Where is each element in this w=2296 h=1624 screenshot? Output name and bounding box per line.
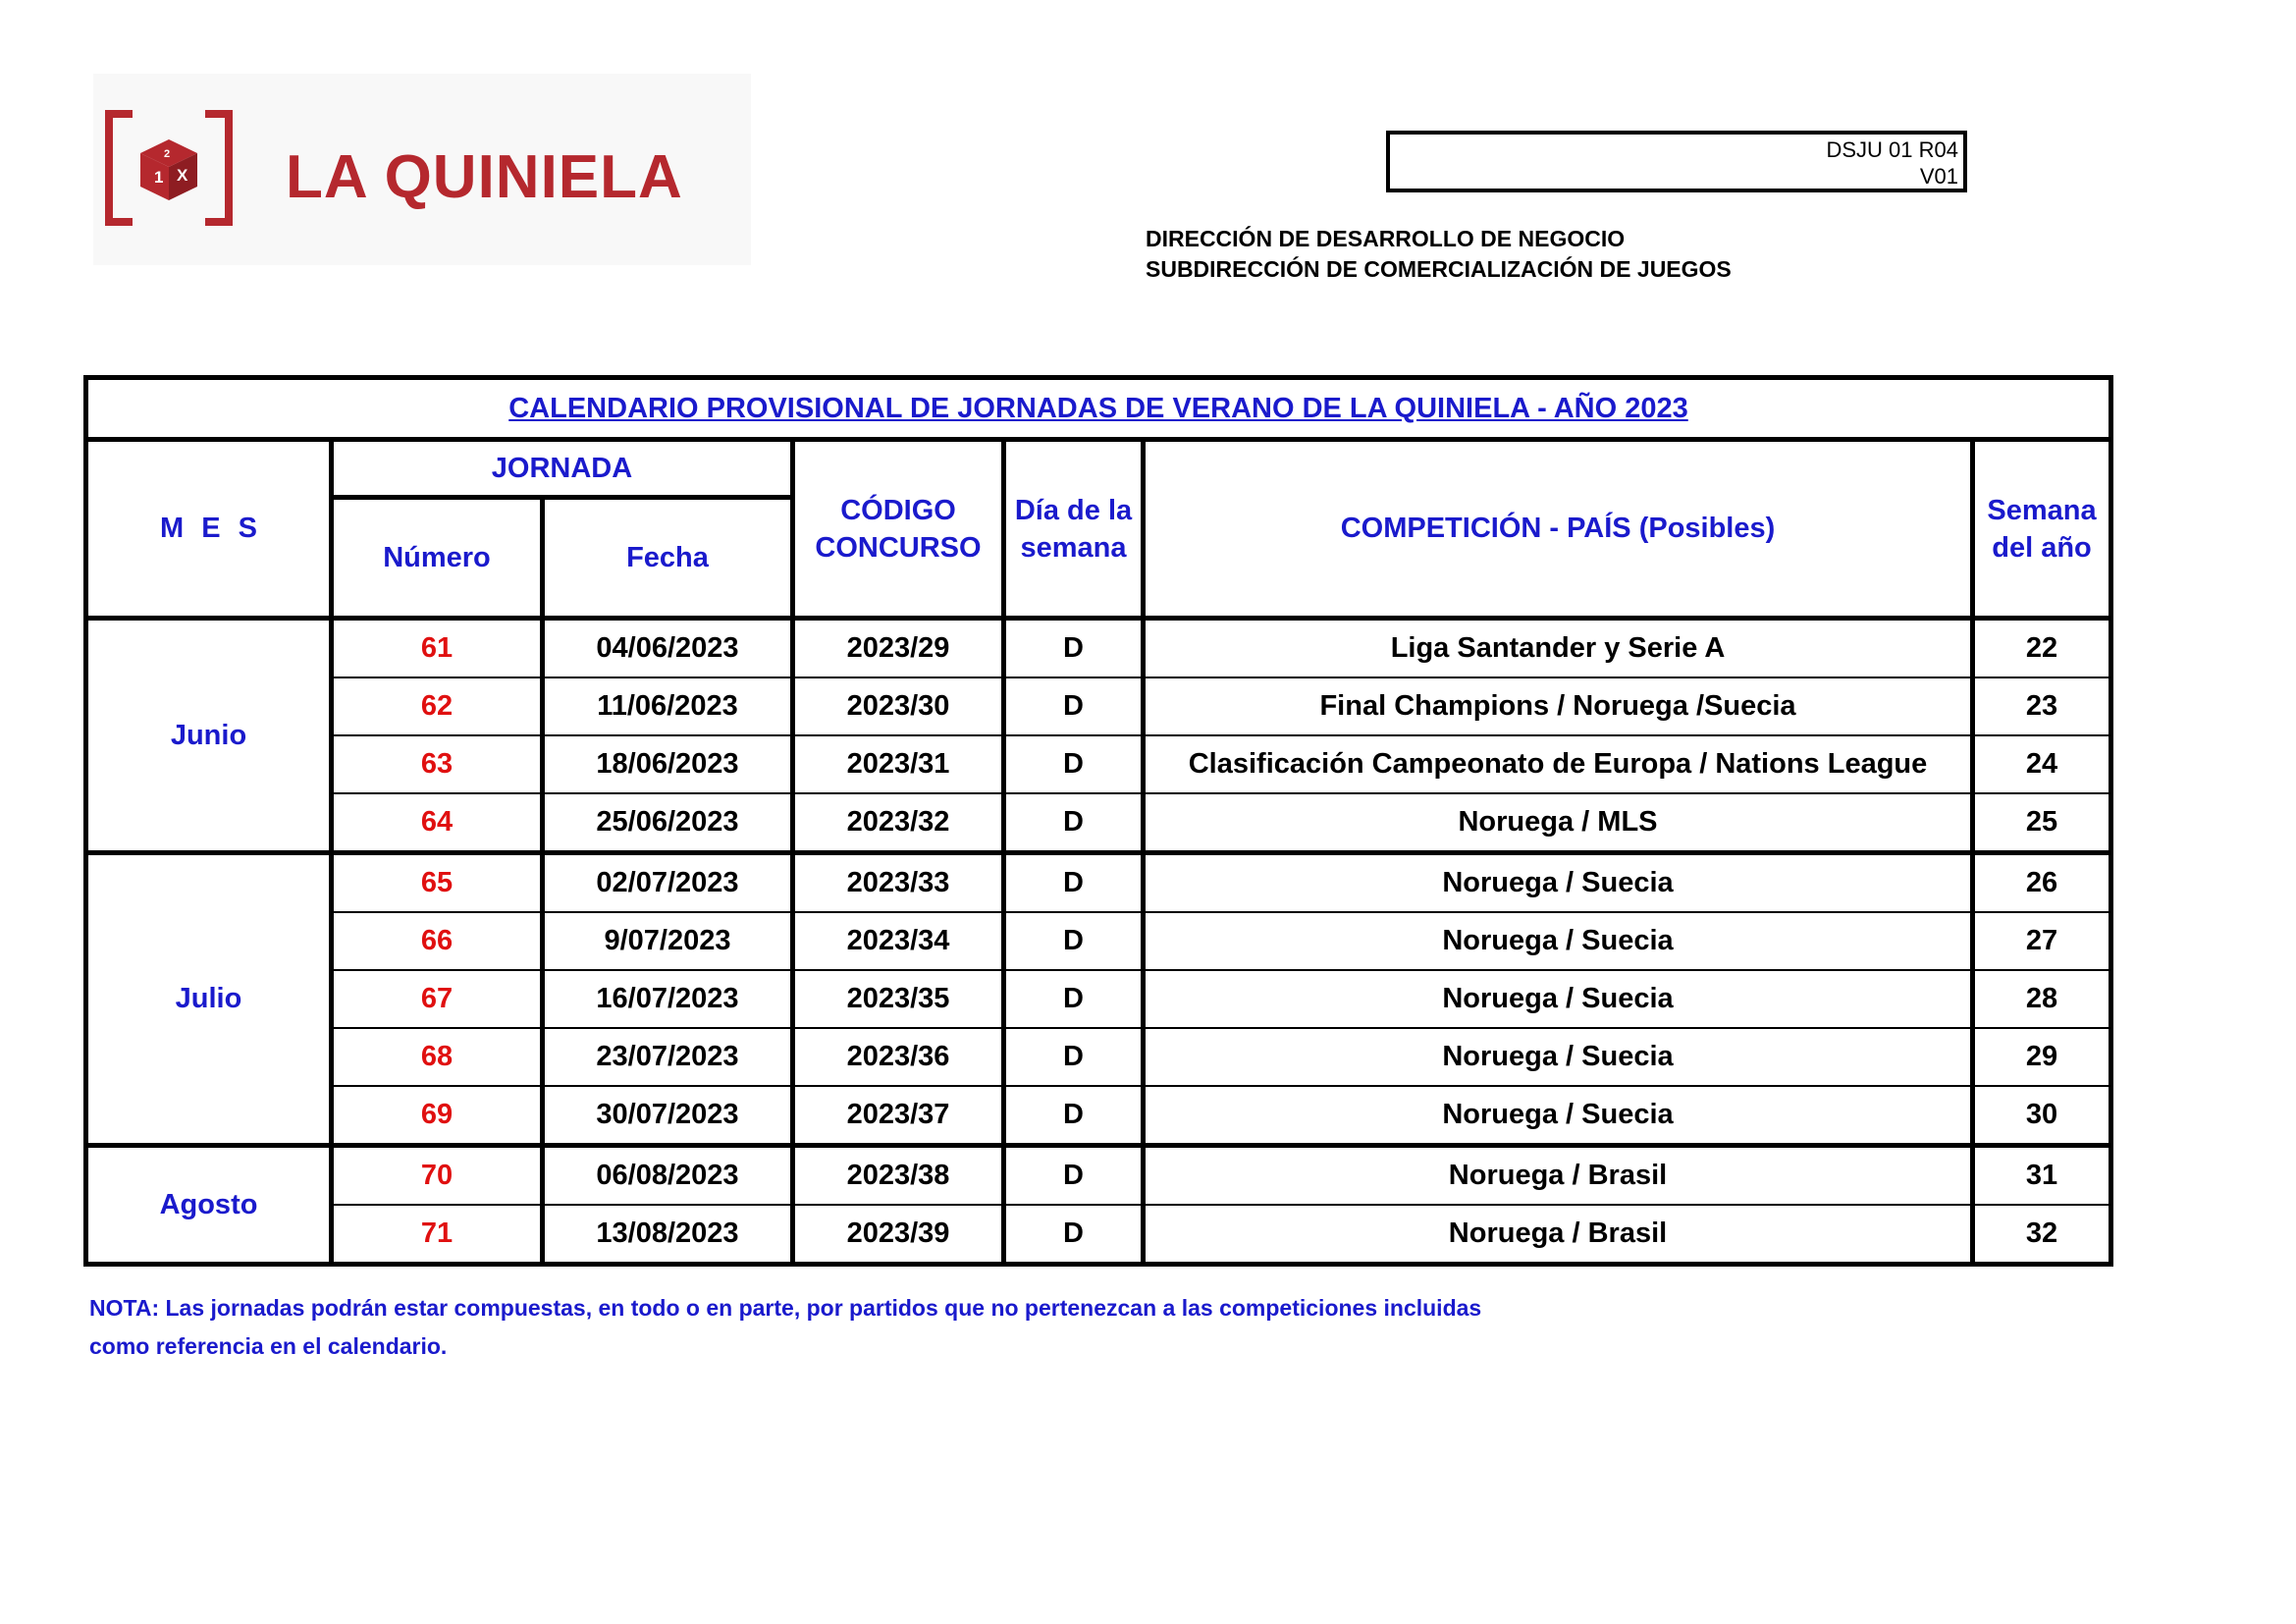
cell-numero: 69 (332, 1086, 543, 1146)
month-cell: Junio (86, 619, 332, 853)
calendar-table (83, 375, 2113, 1267)
cell-competicion: Noruega / MLS (1144, 793, 1973, 853)
table-row (86, 793, 2111, 853)
cell-numero: 63 (332, 735, 543, 793)
calendar-rows (86, 619, 2111, 1265)
cell-semana: 22 (1973, 619, 2111, 678)
cell-dia: D (1004, 912, 1144, 970)
logo-glyph-x: X (177, 166, 188, 185)
cell-numero: 71 (332, 1205, 543, 1265)
organization-block (1146, 224, 1732, 285)
cell-codigo: 2023/35 (793, 970, 1004, 1028)
footnote-line-2: como referencia en el calendario. (89, 1333, 448, 1359)
table-row (86, 1146, 2111, 1206)
cell-dia: D (1004, 735, 1144, 793)
cell-codigo: 2023/36 (793, 1028, 1004, 1086)
cell-numero: 61 (332, 619, 543, 678)
cell-semana: 31 (1973, 1146, 2111, 1206)
cell-fecha: 23/07/2023 (543, 1028, 793, 1086)
cell-numero: 64 (332, 793, 543, 853)
table-title: CALENDARIO PROVISIONAL DE JORNADAS DE VERANO DE LA QUINIELA - AÑO 2023 (86, 378, 2111, 440)
cell-fecha: 13/08/2023 (543, 1205, 793, 1265)
header-semana: Semana del año (1973, 440, 2111, 619)
header-dia: Día de la semana (1004, 440, 1144, 619)
table-row (86, 1205, 2111, 1265)
table-row (86, 1086, 2111, 1146)
table-row (86, 735, 2111, 793)
cell-dia: D (1004, 970, 1144, 1028)
table-row (86, 677, 2111, 735)
header-fecha: Fecha (543, 498, 793, 619)
cell-competicion: Noruega / Suecia (1144, 853, 1973, 913)
cell-numero: 68 (332, 1028, 543, 1086)
cell-competicion: Noruega / Suecia (1144, 970, 1973, 1028)
org-direction: DIRECCIÓN DE DESARROLLO DE NEGOCIO (1146, 226, 1626, 251)
table-row (86, 853, 2111, 913)
cell-dia: D (1004, 619, 1144, 678)
cell-fecha: 9/07/2023 (543, 912, 793, 970)
cell-competicion: Noruega / Brasil (1144, 1205, 1973, 1265)
cell-dia: D (1004, 677, 1144, 735)
cell-fecha: 11/06/2023 (543, 677, 793, 735)
cell-competicion: Noruega / Suecia (1144, 1086, 1973, 1146)
cell-semana: 24 (1973, 735, 2111, 793)
table-row (86, 912, 2111, 970)
cell-codigo: 2023/29 (793, 619, 1004, 678)
cell-fecha: 30/07/2023 (543, 1086, 793, 1146)
cell-codigo: 2023/39 (793, 1205, 1004, 1265)
cell-codigo: 2023/37 (793, 1086, 1004, 1146)
org-subdirection: SUBDIRECCIÓN DE COMERCIALIZACIÓN DE JUEGOS (1146, 256, 1732, 282)
la-quiniela-logo (93, 74, 751, 265)
cell-competicion: Noruega / Brasil (1144, 1146, 1973, 1206)
cell-codigo: 2023/38 (793, 1146, 1004, 1206)
cell-semana: 25 (1973, 793, 2111, 853)
footnote-line-1: NOTA: Las jornadas podrán estar compuestas, en todo o en parte, por partidos que no pertenezcan a las competiciones incluidas (89, 1295, 1482, 1321)
dice-cube-icon (134, 135, 203, 204)
cell-fecha: 04/06/2023 (543, 619, 793, 678)
cell-numero: 65 (332, 853, 543, 913)
cell-competicion: Noruega / Suecia (1144, 1028, 1973, 1086)
cell-codigo: 2023/33 (793, 853, 1004, 913)
cell-fecha: 06/08/2023 (543, 1146, 793, 1206)
logo-glyph-1: 1 (154, 168, 164, 187)
cell-competicion: Liga Santander y Serie A (1144, 619, 1973, 678)
cell-competicion: Noruega / Suecia (1144, 912, 1973, 970)
cell-fecha: 18/06/2023 (543, 735, 793, 793)
header-numero: Número (332, 498, 543, 619)
header-jornada: JORNADA (332, 440, 793, 498)
cell-dia: D (1004, 1028, 1144, 1086)
logo-glyph-2: 2 (164, 148, 171, 160)
cell-semana: 28 (1973, 970, 2111, 1028)
cell-competicion: Final Champions / Noruega /Suecia (1144, 677, 1973, 735)
document-code-box (1386, 131, 1967, 192)
header-competicion: COMPETICIÓN - PAÍS (Posibles) (1144, 440, 1973, 619)
table-row (86, 1028, 2111, 1086)
cell-numero: 66 (332, 912, 543, 970)
cell-fecha: 16/07/2023 (543, 970, 793, 1028)
footnote (89, 1289, 1481, 1366)
cell-codigo: 2023/30 (793, 677, 1004, 735)
document-version: V01 (1919, 164, 1958, 189)
cell-numero: 62 (332, 677, 543, 735)
cell-fecha: 25/06/2023 (543, 793, 793, 853)
cell-codigo: 2023/34 (793, 912, 1004, 970)
logo-wordmark: LA QUINIELA (286, 143, 683, 211)
cell-dia: D (1004, 1146, 1144, 1206)
cell-semana: 26 (1973, 853, 2111, 913)
logo-bracket-frame (105, 110, 233, 226)
cell-dia: D (1004, 853, 1144, 913)
cell-numero: 70 (332, 1146, 543, 1206)
cell-dia: D (1004, 793, 1144, 853)
cell-semana: 23 (1973, 677, 2111, 735)
cell-codigo: 2023/32 (793, 793, 1004, 853)
cell-semana: 30 (1973, 1086, 2111, 1146)
cell-fecha: 02/07/2023 (543, 853, 793, 913)
header-codigo: CÓDIGO CONCURSO (793, 440, 1004, 619)
cell-competicion: Clasificación Campeonato de Europa / Nations League (1144, 735, 1973, 793)
table-row (86, 619, 2111, 678)
table-row (86, 970, 2111, 1028)
cell-semana: 32 (1973, 1205, 2111, 1265)
cell-dia: D (1004, 1205, 1144, 1265)
document-code: DSJU 01 R04 (1826, 137, 1958, 162)
cell-semana: 27 (1973, 912, 2111, 970)
cell-codigo: 2023/31 (793, 735, 1004, 793)
month-cell: Julio (86, 853, 332, 1146)
header-mes: M E S (86, 440, 332, 619)
cell-numero: 67 (332, 970, 543, 1028)
cell-dia: D (1004, 1086, 1144, 1146)
month-cell: Agosto (86, 1146, 332, 1265)
cell-semana: 29 (1973, 1028, 2111, 1086)
